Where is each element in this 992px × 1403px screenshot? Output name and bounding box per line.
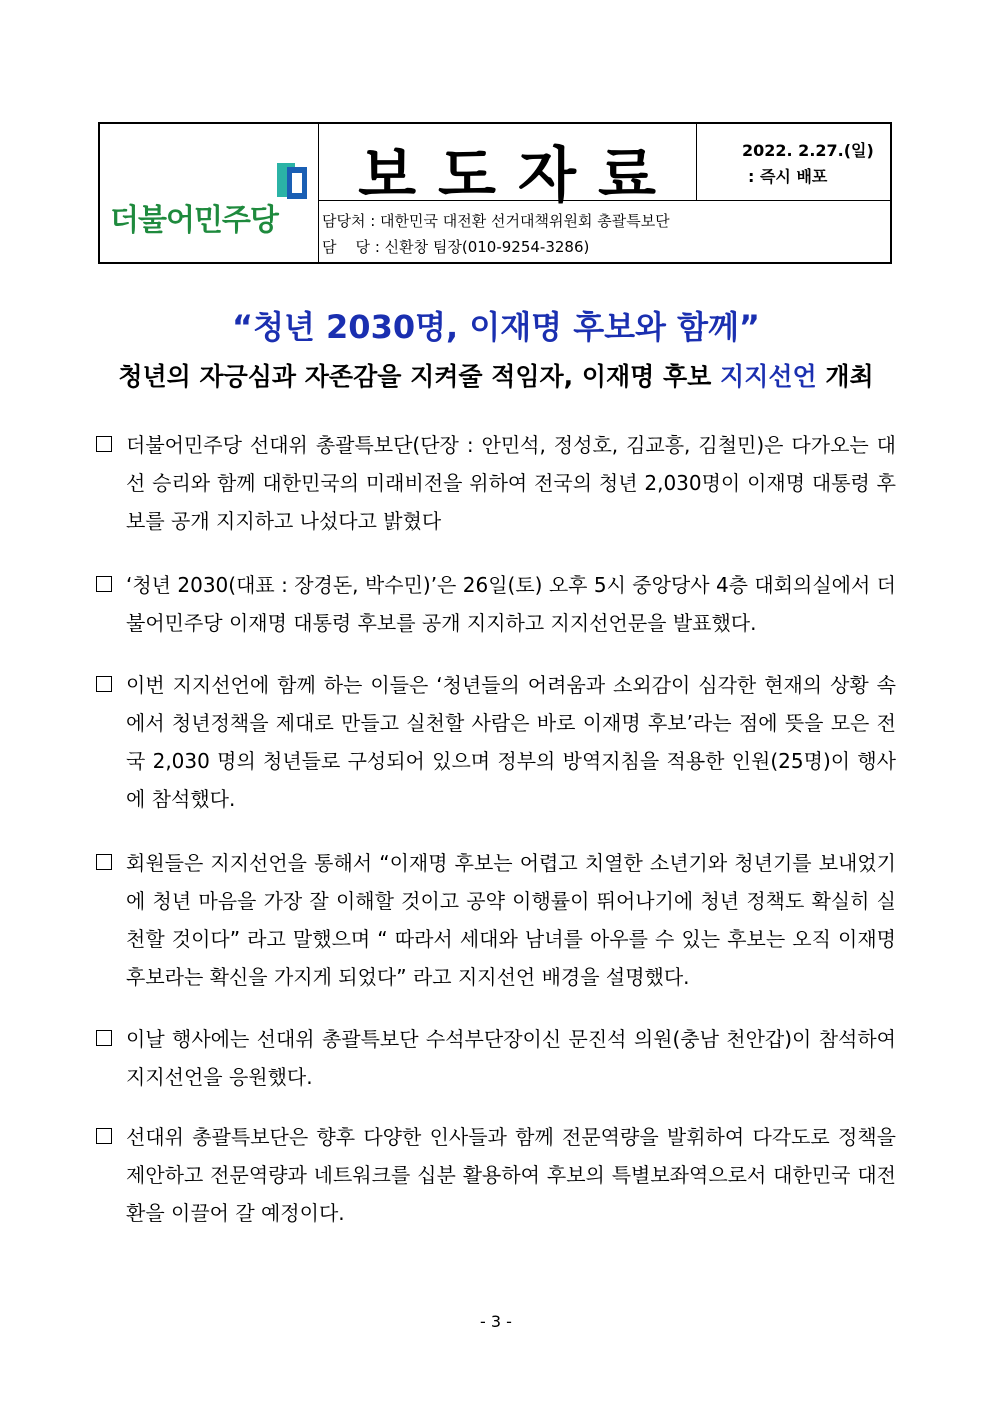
contact-person: 담 당 : 신환창 팀장(010-9254-3286) [322,238,590,256]
paragraph-text: 선대위 총괄특보단은 향후 다양한 인사들과 함께 전문역량을 발휘하여 다각도로 정책을 제안하고 전문역량과 네트워크를 십분 활용하여 후보의 특별보좌역으로서 대한민국 대전환을 이끌어 갈 예정이다. [126,1125,896,1225]
paragraph-5 [96,1020,896,1096]
subheadline-before: 청년의 자긍심과 자존감을 지켜줄 적임자, 이재명 후보 [118,362,721,391]
subheadline-highlight: 지지선언 [720,362,817,391]
paragraph-text: ‘청년 2030(대표 : 장경돈, 박수민)’은 26일(토) 오후 5시 중앙당사 4층 대회의실에서 더불어민주당 이재명 대통령 후보를 공개 지지하고 지지선언문을 발표했다. [126,573,896,635]
paragraph-6 [96,1118,896,1232]
checkbox-bullet-icon [96,1030,112,1046]
contact-cell [318,200,890,262]
paragraph-2 [96,566,896,642]
page-number: - 3 - [480,1312,512,1331]
paragraph-text: 이날 행사에는 선대위 총괄특보단 수석부단장이신 문진석 의원(충남 천안갑)이 참석하여 지지선언을 응원했다. [126,1027,896,1089]
title-cell [318,124,697,211]
paragraph-text: 이번 지지선언에 함께 하는 이들은 ‘청년들의 어려움과 소외감이 심각한 현재의 상황 속에서 청년정책을 제대로 만들고 실천할 사람은 바로 이재명 후보’라는 점에 뜻을 모은 전국 2,030 명의 청년들로 구성되어 있으며 정부의 방역지침을 적용한 인원(25명)이 행사에 참석했다. [126,673,896,811]
release-date: 2022. 2.27.(일) [742,141,874,160]
checkbox-bullet-icon [96,436,112,452]
release-timing: : 즉시 배포 [748,167,828,186]
headline: “청년 2030명, 이재명 후보와 함께” [232,308,760,346]
paragraph-text: 회원들은 지지선언을 통해서 “이재명 후보는 어렵고 치열한 소년기와 청년기를 보내었기에 청년 마음을 가장 잘 이해할 것이고 공약 이행률이 뛰어나기에 청년 정책도 확실히 실천할 것이다” 라고 말했으며 “ 따라서 세대와 남녀를 아우를 수 있는 후보는 오직 이재명 후보라는 확신을 가지게 되었다” 라고 지지선언 배경을 설명했다. [126,851,896,989]
document-title: 보도자료 [358,141,678,211]
paragraph-1 [96,426,896,540]
checkbox-bullet-icon [96,854,112,870]
paragraph-4 [96,844,896,996]
subheadline [0,357,992,393]
paragraph-3 [96,666,896,818]
checkbox-bullet-icon [96,676,112,692]
paragraph-text: 더불어민주당 선대위 총괄특보단(단장 : 안민석, 정성호, 김교흥, 김철민)은 다가오는 대선 승리와 함께 대한민국의 미래비전을 위하여 전국의 청년 2,030명이 이재명 대통령 후보를 공개 지지하고 나섰다고 밝혔다 [126,433,896,533]
contact-department: 담당처 : 대한민국 대전환 선거대책위원회 총괄특보단 [322,212,670,230]
subheadline-after: 개최 [816,362,874,391]
checkbox-bullet-icon [96,576,112,592]
logo-text: 더불어민주당 [110,203,278,238]
checkbox-bullet-icon [96,1128,112,1144]
header-table [98,122,892,264]
logo-cell [100,124,319,262]
date-cell [696,124,890,201]
party-logo-icon [275,161,309,201]
